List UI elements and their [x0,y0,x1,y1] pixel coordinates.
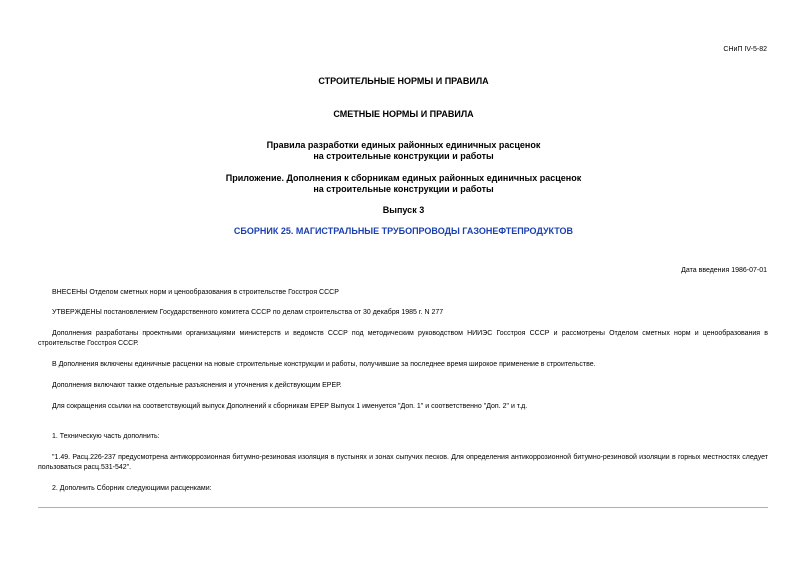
title-appendix-line2: на строительные конструкции и работы [313,184,494,194]
paragraph-included: В Дополнения включены единичные расценки на новые строительные конструкции и работы, получившие за последнее время широкое применение в строительстве. [52,361,596,368]
paragraph-developed: Дополнения разработаны проектными организациями министерств и ведомств СССР под методическим руководством НИИЭС Госстроя СССР и рассмотрены Отделом сметных норм и ценообразования в строительстве Госстроя СССР. [38,330,768,347]
title-rules [0,140,807,162]
title-estimate-norms: СМЕТНЫЕ НОРМЫ И ПРАВИЛА [333,109,474,119]
paragraph-introduced: ВНЕСЕНЫ Отделом сметных норм и ценообразования в строительстве Госстроя СССР [52,289,339,296]
title-rules-line1: Правила разработки единых районных единичных расценок [266,140,541,150]
title-appendix-line1: Приложение. Дополнения к сборникам единых районных единичных расценок [225,173,582,183]
paragraph-item-1: 1. Техническую часть дополнить: [52,433,160,440]
paragraph-clarifications: Дополнения включают также отдельные разъяснения и уточнения к действующим ЕРЕР. [52,382,342,389]
effective-date: Дата введения 1986-07-01 [681,267,767,274]
paragraph-item-2: 2. Дополнить Сборник следующими расценками: [52,485,212,492]
title-appendix [0,173,807,195]
title-building-norms: СТРОИТЕЛЬНЫЕ НОРМЫ И ПРАВИЛА [318,76,489,86]
title-collection: СБОРНИК 25. МАГИСТРАЛЬНЫЕ ТРУБОПРОВОДЫ ГАЗОНЕФТЕПРОДУКТОВ [233,226,574,236]
paragraph-abbreviation: Для сокращения ссылки на соответствующий выпуск Дополнений к сборникам ЕРЕР Выпуск 1 именуется "Доп. 1" и соответственно "Доп. 2" и т.д. [52,403,528,410]
document-code: СНиП IV-5-82 [723,46,767,53]
divider [38,507,768,508]
title-issue: Выпуск 3 [382,205,425,215]
paragraph-quote-1-49: "1.49. Расц.226-237 предусмотрена антикоррозионная битумно-резиновая изоляция в пустынях и зонах сыпучих песков. Для определения антикоррозионной битумно-резиновой изоляции в горных местностях следует пользоваться расц.531-542". [38,454,768,471]
paragraph-approved: УТВЕРЖДЕНЫ постановлением Государственного комитета СССР по делам строительства от 30 декабря 1985 г. N 277 [52,309,444,316]
title-rules-line2: на строительные конструкции и работы [313,151,494,161]
